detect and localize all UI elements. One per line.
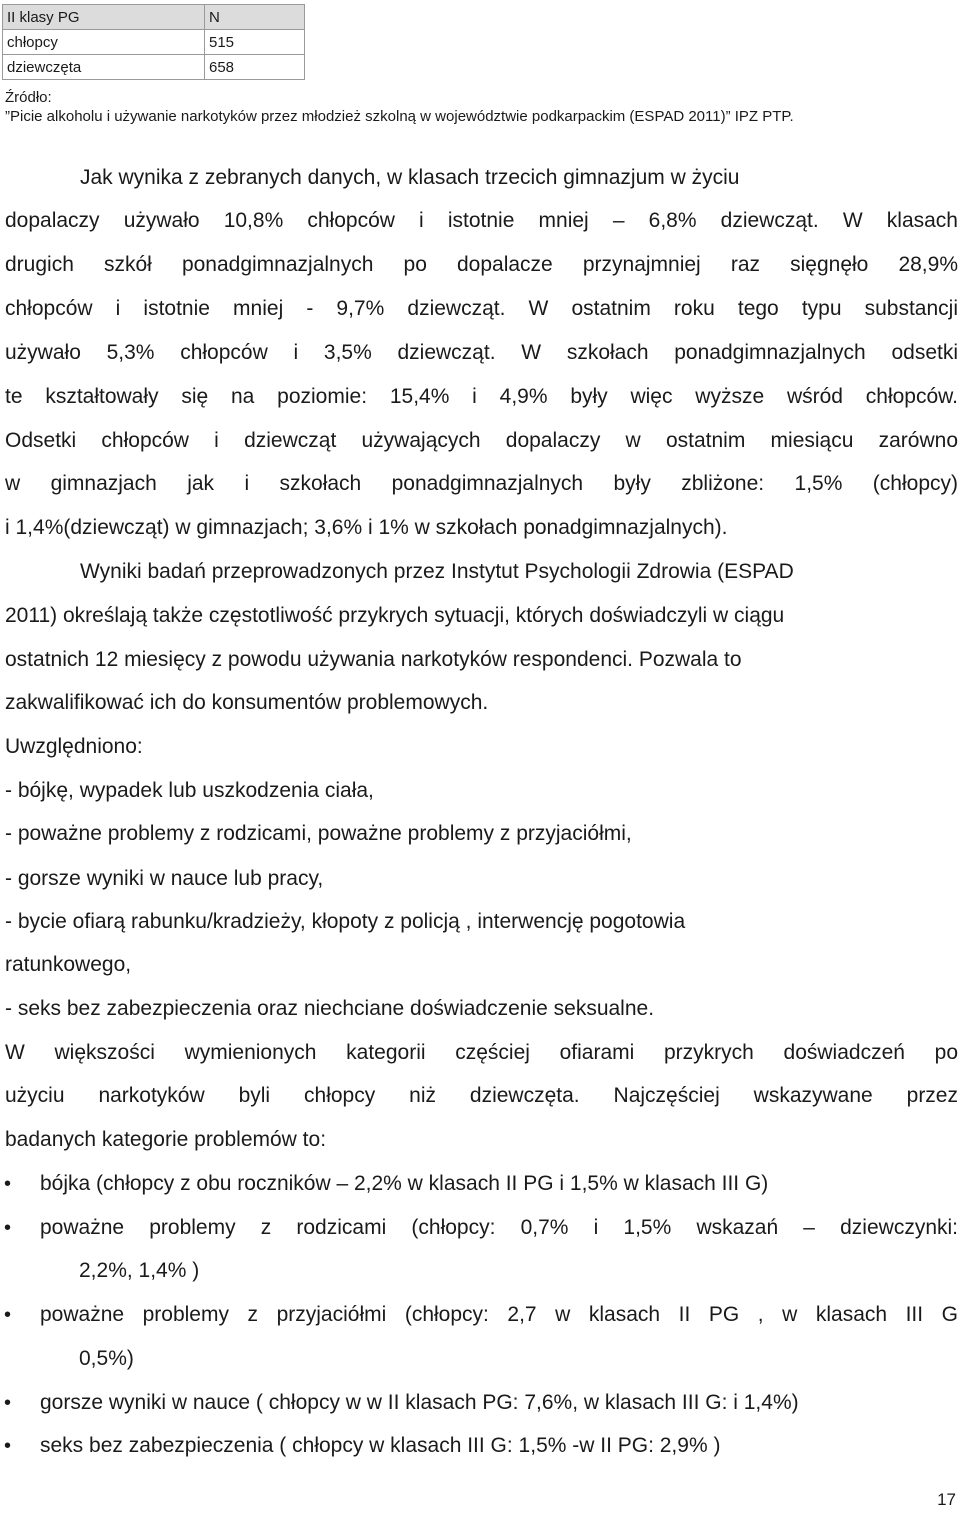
bullet-item-continuation: 2,2%, 1,4% ) bbox=[79, 1259, 200, 1282]
table-header-cell: II klasy PG bbox=[3, 5, 205, 30]
text-line: w gimnazjach jak i szkołach ponadgimnazjalnych były zbliżone: 1,5% (chłopcy) bbox=[5, 472, 958, 495]
bullet-icon: • bbox=[4, 1217, 12, 1239]
bullet-item: poważne problemy z rodzicami (chłopcy: 0,7% i 1,5% wskazań – dziewczynki: bbox=[40, 1216, 958, 1239]
text-line: - seks bez zabezpieczenia oraz niechciane doświadczenie seksualne. bbox=[5, 997, 655, 1020]
text-line: zakwalifikować ich do konsumentów problemowych. bbox=[5, 691, 489, 714]
text-line: drugich szkół ponadgimnazjalnych po dopalacze przynajmniej raz sięgnęło 28,9% bbox=[5, 253, 958, 276]
page-number: 17 bbox=[937, 1490, 956, 1509]
bullet-item: poważne problemy z przyjaciółmi (chłopcy: 2,7 w klasach II PG , w klasach III G bbox=[40, 1303, 958, 1326]
text-line: - bycie ofiarą rabunku/kradzieży, kłopoty z policją , interwencję pogotowia bbox=[5, 910, 686, 933]
source-label: Źródło: bbox=[5, 89, 52, 106]
text-line: dopalaczy używało 10,8% chłopców i istotnie mniej – 6,8% dziewcząt. W klasach bbox=[5, 209, 958, 232]
text-line: ostatnich 12 miesięcy z powodu używania narkotyków respondenci. Pozwala to bbox=[5, 648, 742, 671]
bullet-item: gorsze wyniki w nauce ( chłopcy w w II klasach PG: 7,6%, w klasach III G: i 1,4%) bbox=[40, 1391, 799, 1414]
text-line: ratunkowego, bbox=[5, 953, 132, 976]
text-line: te kształtowały się na poziomie: 15,4% i 4,9% były więc wyższe wśród chłopców. bbox=[5, 385, 958, 408]
text-line: - bójkę, wypadek lub uszkodzenia ciała, bbox=[5, 779, 374, 802]
table-row bbox=[3, 55, 305, 80]
sample-size-table bbox=[2, 4, 305, 80]
table-cell: dziewczęta bbox=[3, 55, 205, 80]
text-line: - gorsze wyniki w nauce lub pracy, bbox=[5, 867, 324, 890]
bullet-item: bójka (chłopcy z obu roczników – 2,2% w klasach II PG i 1,5% w klasach III G) bbox=[40, 1172, 769, 1195]
text-line: chłopców i istotnie mniej - 9,7% dziewcząt. W ostatnim roku tego typu substancji bbox=[5, 297, 958, 320]
bullet-item-continuation: 0,5%) bbox=[79, 1347, 134, 1370]
text-line: 2011) określają także częstotliwość przykrych sytuacji, których doświadczyli w ciągu bbox=[5, 604, 785, 627]
text-line: Wyniki badań przeprowadzonych przez Instytut Psychologii Zdrowia (ESPAD bbox=[80, 560, 794, 583]
text-line: Jak wynika z zebranych danych, w klasach trzecich gimnazjum w życiu bbox=[80, 166, 740, 189]
text-line: Uwzględniono: bbox=[5, 735, 143, 758]
text-line: W większości wymienionych kategorii częściej ofiarami przykrych doświadczeń po bbox=[5, 1041, 958, 1064]
bullet-icon: • bbox=[4, 1392, 12, 1414]
bullet-icon: • bbox=[4, 1173, 12, 1195]
table-cell: 658 bbox=[205, 55, 305, 80]
bullet-icon: • bbox=[4, 1304, 12, 1326]
source-text: ”Picie alkoholu i używanie narkotyków przez młodzież szkolną w województwie podkarpackim (ESPAD 2011)” IPZ PTP. bbox=[5, 108, 794, 125]
bullet-icon: • bbox=[4, 1435, 12, 1457]
text-line: używało 5,3% chłopców i 3,5% dziewcząt. W szkołach ponadgimnazjalnych odsetki bbox=[5, 341, 958, 364]
table-cell: 515 bbox=[205, 30, 305, 55]
text-line: i 1,4%(dziewcząt) w gimnazjach; 3,6% i 1% w szkołach ponadgimnazjalnych). bbox=[5, 516, 728, 539]
table-header-cell: N bbox=[205, 5, 305, 30]
table-row bbox=[3, 30, 305, 55]
text-line: badanych kategorie problemów to: bbox=[5, 1128, 327, 1151]
table-header-row bbox=[3, 5, 305, 30]
bullet-item: seks bez zabezpieczenia ( chłopcy w klasach III G: 1,5% -w II PG: 2,9% ) bbox=[40, 1434, 721, 1457]
text-line: Odsetki chłopców i dziewcząt używających dopalaczy w ostatnim miesiącu zarówno bbox=[5, 429, 958, 452]
text-line: - poważne problemy z rodzicami, poważne problemy z przyjaciółmi, bbox=[5, 822, 632, 845]
text-line: użyciu narkotyków byli chłopcy niż dziewczęta. Najczęściej wskazywane przez bbox=[5, 1084, 958, 1107]
table-cell: chłopcy bbox=[3, 30, 205, 55]
